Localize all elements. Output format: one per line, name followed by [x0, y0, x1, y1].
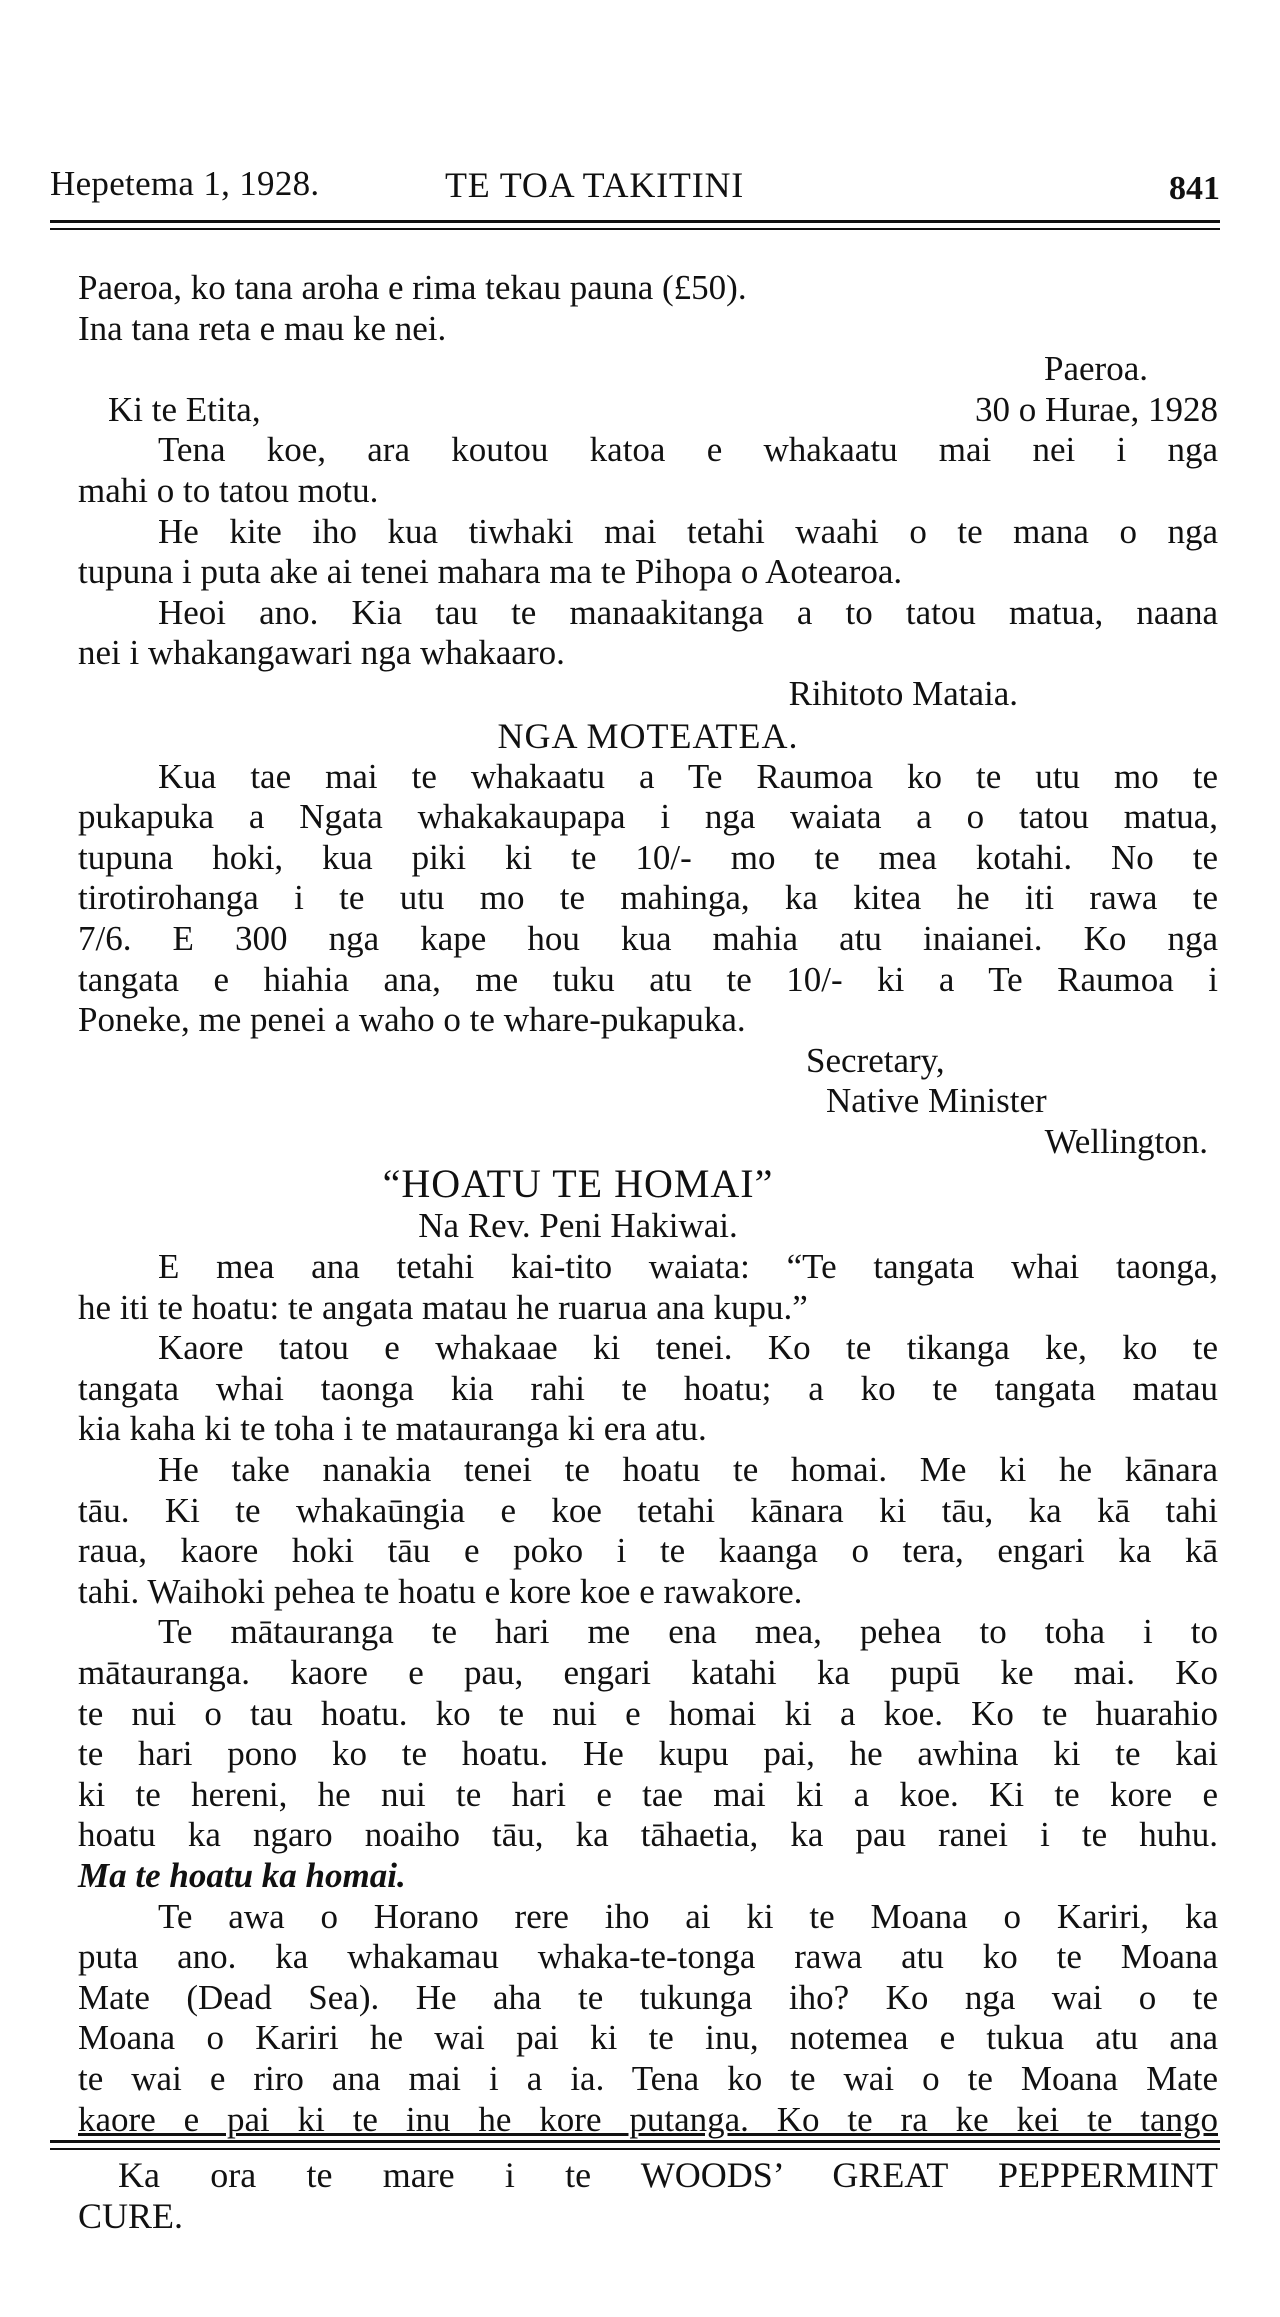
text-line: tahi. Waihoki pehea te hoatu e kore koe e rawakore.	[78, 1571, 803, 1611]
text-line: Kaore tatou e whakaae ki tenei. Ko te tikanga ke, ko te	[158, 1328, 1218, 1368]
text-line: Tena koe, ara koutou katoa e whakaatu mai nei i nga	[158, 430, 1218, 470]
text-line: tirotirohanga i te utu mo te mahinga, ka kitea he iti rawa te	[78, 878, 1218, 918]
text-line: he iti te hoatu: te angata matau he ruarua ana kupu.”	[78, 1287, 808, 1327]
article-hoatu-te-homai	[78, 1162, 1218, 2140]
text-line: Heoi ano. Kia tau te manaakitanga a to tatou matua, naana	[158, 592, 1218, 632]
text-line: Ina tana reta e mau ke nei.	[78, 308, 447, 348]
text-line: Te mātauranga te hari me ena mea, pehea to toha i to	[158, 1612, 1218, 1652]
letter-to-editor	[78, 349, 1218, 714]
section-heading: NGA MOTEATEA.	[497, 715, 799, 756]
article-nga-moteatea	[78, 715, 1218, 1163]
text-line: Paeroa, ko tana aroha e rima tekau pauna (£50).	[78, 268, 747, 307]
text-line: tupuna hoki, kua piki ki te 10/- mo te mea kotahi. No te	[78, 837, 1218, 877]
footer-rule-top	[50, 2140, 1220, 2143]
text-line: Te awa o Horano rere iho ai ki te Moana o Kariri, ka	[158, 1896, 1218, 1936]
text-line: mahi o to tatou motu.	[78, 470, 379, 510]
text-line: te wai e riro ana mai i a ia. Tena ko te wai o te Moana Mate	[78, 2058, 1218, 2098]
signature-line: Secretary,	[806, 1040, 945, 1080]
letter-fragment	[78, 268, 1218, 349]
text-line: kaore e pai ki te inu he kore putanga. Ko te ra ke kei te tango	[78, 2099, 1218, 2139]
issue-date: Hepetema 1, 1928.	[50, 164, 320, 203]
ad-line: Ka ora te mare i te WOODS’ GREAT PEPPERMINT	[118, 2155, 1218, 2195]
italic-maxim: Ma te hoatu ka homai.	[78, 1855, 406, 1895]
page-number: 841	[1169, 170, 1220, 207]
signature-line: Native Minister	[826, 1081, 1047, 1121]
text-line: 7/6. E 300 nga kape hou kua mahia atu inaianei. Ko nga	[78, 918, 1218, 958]
text-line: nei i whakangawari nga whakaaro.	[78, 633, 565, 673]
article-byline: Na Rev. Peni Hakiwai.	[418, 1206, 738, 1246]
header-rule-top	[50, 220, 1220, 223]
article-heading: “HOATU TE HOMAI”	[382, 1161, 774, 1207]
text-line: Kua tae mai te whakaatu a Te Raumoa ko te utu mo te	[158, 756, 1218, 796]
publication-title: TE TOA TAKITINI	[445, 165, 745, 205]
text-line: mātauranga. kaore e pau, engari katahi ka pupū ke mai. Ko	[78, 1653, 1218, 1692]
salutation-row	[78, 390, 1218, 431]
text-line: Moana o Kariri he wai pai ki te inu, notemea e tukua atu ana	[78, 2018, 1218, 2058]
page-body	[78, 268, 1218, 2140]
footer-rule-bottom	[50, 2148, 1220, 2150]
letter-signature: Rihitoto Mataia.	[788, 673, 1018, 713]
text-line: tangata whai taonga kia rahi te hoatu; a ko te tangata matau	[78, 1368, 1218, 1408]
text-line: te nui o tau hoatu. ko te nui e homai ki a koe. Ko te huarahio	[78, 1693, 1218, 1733]
text-line: He kite iho kua tiwhaki mai tetahi waahi o te mana o nga	[158, 511, 1218, 551]
text-line: He take nanakia tenei te hoatu te homai. Me ki he kānara	[158, 1450, 1218, 1490]
advertisement-footer	[78, 2155, 1218, 2236]
text-line: puta ano. ka whakamau whaka-te-tonga rawa atu ko te Moana	[78, 1937, 1218, 1977]
text-line: hoatu ka ngaro noaiho tāu, ka tāhaetia, ka pau ranei i te huhu.	[78, 1815, 1218, 1855]
page-header	[50, 164, 1220, 214]
text-line: tupuna i puta ake ai tenei mahara ma te Pihopa o Aotearoa.	[78, 552, 903, 592]
letter-place: Paeroa.	[1044, 349, 1148, 389]
text-line: Poneke, me penei a waho o te whare-pukapuka.	[78, 1000, 746, 1040]
header-rule-bottom	[50, 228, 1220, 230]
text-line: raua, kaore hoki tāu e poko i te kaanga o tera, engari ka kā	[78, 1531, 1218, 1571]
text-line: kia kaha ki te toha i te matauranga ki era atu.	[78, 1409, 707, 1449]
text-line: pukapuka a Ngata whakakaupapa i nga waiata a o tatou matua,	[78, 797, 1218, 837]
text-line: Mate (Dead Sea). He aha te tukunga iho? Ko nga wai o te	[78, 1977, 1218, 2017]
letter-date: 30 o Hurae, 1928	[974, 389, 1218, 429]
text-line: E mea ana tetahi kai-tito waiata: “Te tangata whai taonga,	[158, 1247, 1218, 1287]
signature-line: Wellington.	[1044, 1121, 1208, 1161]
text-line: tāu. Ki te whakaūngia e koe tetahi kānara ki tāu, ka kā tahi	[78, 1490, 1218, 1530]
text-line: tangata e hiahia ana, me tuku atu te 10/- ki a Te Raumoa i	[78, 959, 1218, 999]
text-line: ki te hereni, he nui te hari e tae mai ki a koe. Ki te kore e	[78, 1774, 1218, 1814]
text-line: te hari pono ko te hoatu. He kupu pai, he awhina ki te kai	[78, 1734, 1218, 1774]
letter-salutation: Ki te Etita,	[108, 389, 261, 429]
ad-line: CURE.	[78, 2195, 184, 2236]
